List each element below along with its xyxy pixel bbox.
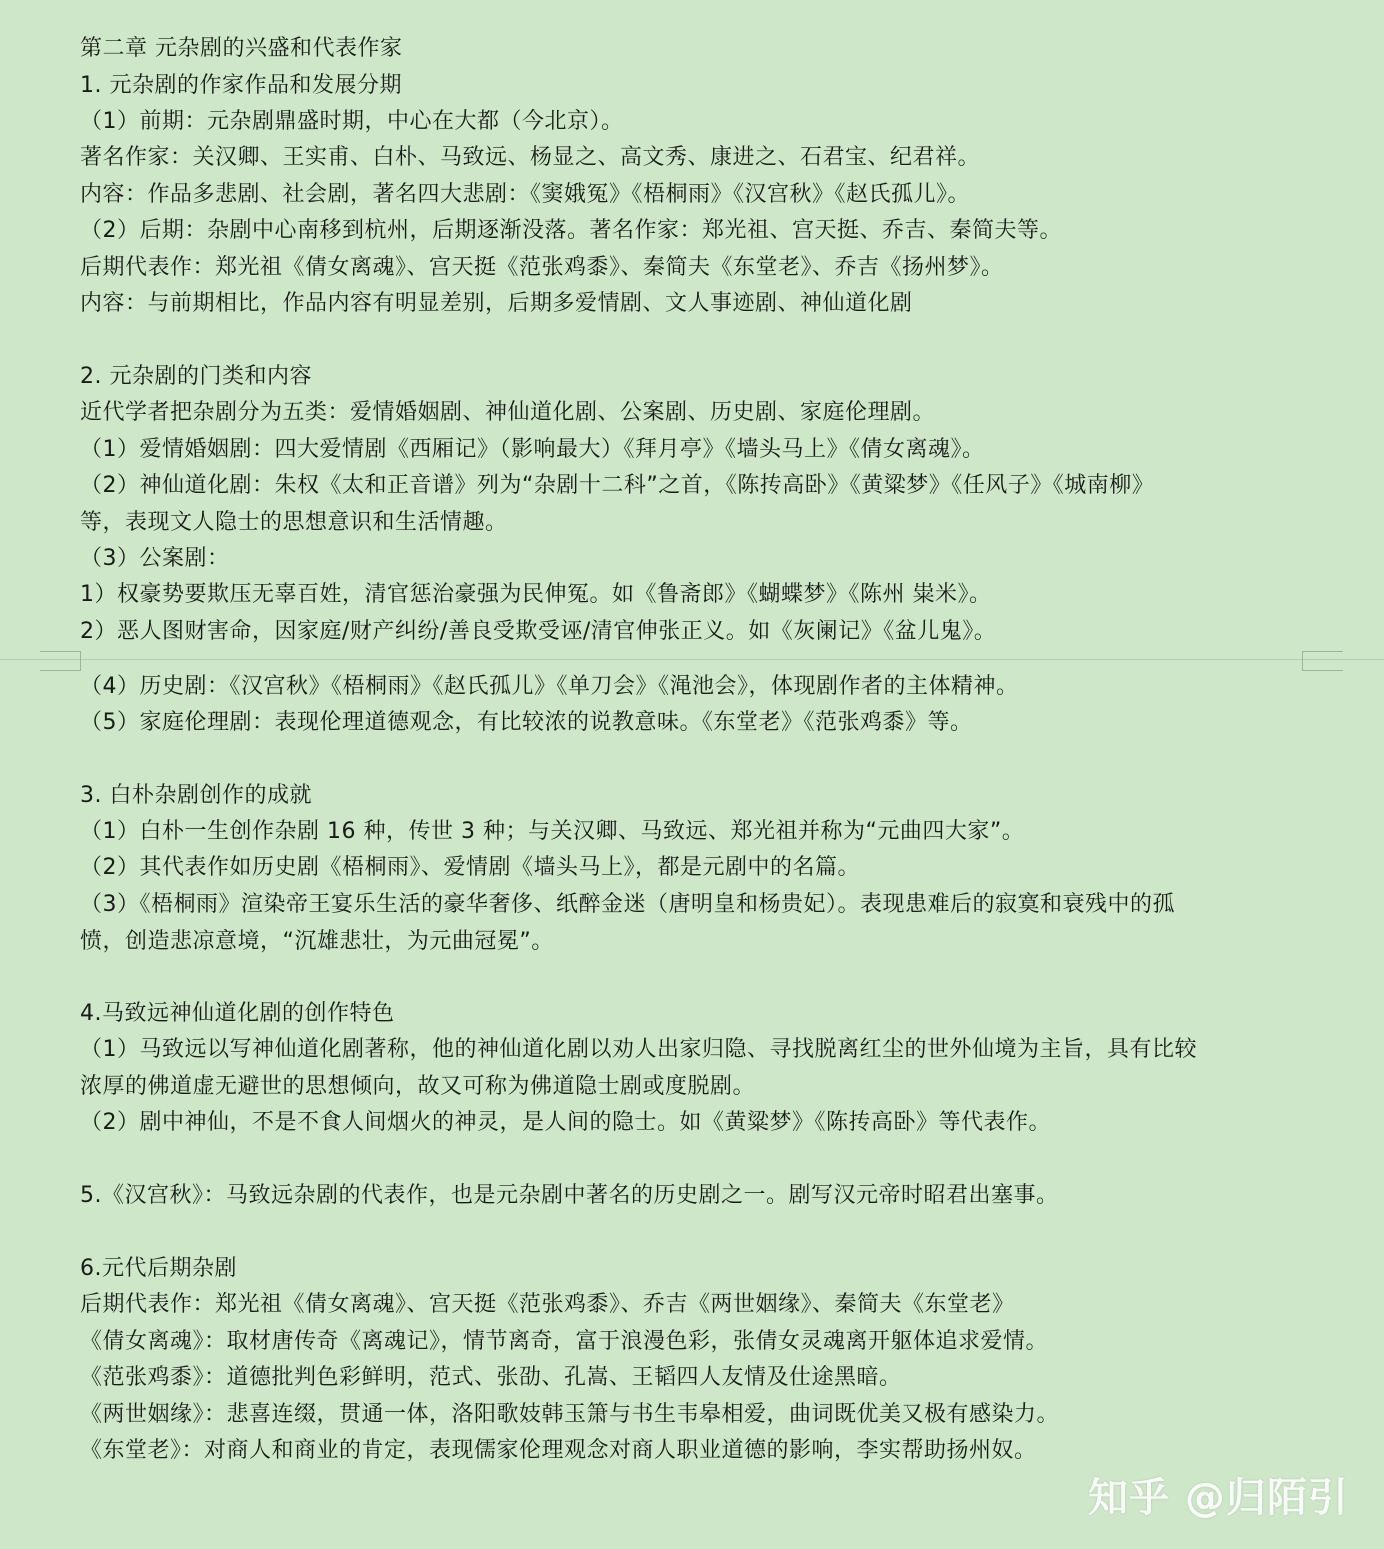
- text-line: 近代学者把杂剧分为五类：爱情婚姻剧、神仙道化剧、公案剧、历史剧、家庭伦理剧。: [80, 400, 936, 425]
- text-line: 《范张鸡黍》：道德批判色彩鲜明，范式、张劭、孔嵩、王韬四人友情及仕途黑暗。: [80, 1365, 902, 1390]
- chapter-title: 第二章 元杂剧的兴盛和代表作家: [80, 36, 403, 61]
- section-heading-4: 4.马致远神仙道化剧的创作特色: [80, 1001, 395, 1026]
- text-line: （2）剧中神仙，不是不食人间烟火的神灵，是人间的隐士。如《黄粱梦》《陈抟高卧》等代表作。: [80, 1110, 1052, 1135]
- page-break-divider: [0, 659, 1384, 660]
- text-line: （2）神仙道化剧：朱权《太和正音谱》列为“杂剧十二科”之首，《陈抟高卧》《黄粱梦》《任风子》《城南柳》: [80, 473, 1155, 498]
- text-line: 《东堂老》：对商人和商业的肯定，表现儒家伦理观念对商人职业道德的影响，李实帮助扬州奴。: [80, 1438, 1037, 1463]
- text-line: 1）权豪势要欺压无辜百姓，清官惩治豪强为民伸冤。如《鲁斋郎》《蝴蝶梦》《陈州 粜米》。: [80, 582, 992, 607]
- section-heading-3: 3. 白朴杂剧创作的成就: [80, 783, 312, 808]
- text-line: 后期代表作：郑光祖《倩女离魂》、宫天挺《范张鸡黍》、秦简夫《东堂老》、乔吉《扬州梦》。: [80, 255, 1004, 280]
- zhihu-watermark: 知乎 @归陌引: [1088, 1475, 1349, 1521]
- text-line: （4）历史剧：《汉宫秋》《梧桐雨》《赵氏孤儿》《单刀会》《渑池会》，体现剧作者的主体精神。: [80, 674, 1019, 699]
- text-line: 2）恶人图财害命，因家庭/财产纠纷/善良受欺受诬/清官伸张正义。如《灰阑记》《盆儿鬼》。: [80, 619, 997, 644]
- text-line: （2）后期：杂剧中心南移到杭州，后期逐渐没落。著名作家：郑光祖、宫天挺、乔吉、秦简夫等。: [80, 218, 1063, 243]
- text-line: 著名作家：关汉卿、王实甫、白朴、马致远、杨显之、高文秀、康进之、石君宝、纪君祥。: [80, 145, 981, 170]
- section-heading-6: 6.元代后期杂剧: [80, 1256, 237, 1281]
- text-line: 内容：与前期相比，作品内容有明显差别，后期多爱情剧、文人事迹剧、神仙道化剧: [80, 291, 913, 316]
- text-line: 《倩女离魂》：取材唐传奇《离魂记》，情节离奇，富于浪漫色彩，张倩女灵魂离开躯体追求爱情。: [80, 1329, 1049, 1354]
- text-line: 后期代表作：郑光祖《倩女离魂》、宫天挺《范张鸡黍》、乔吉《两世姻缘》、秦简夫《东堂老》: [80, 1292, 1015, 1317]
- section-heading-5: 5.《汉宫秋》：马致远杂剧的代表作，也是元杂剧中著名的历史剧之一。剧写汉元帝时昭君出塞事。: [80, 1183, 1059, 1208]
- text-line: 等，表现文人隐士的思想意识和生活情趣。: [80, 510, 508, 535]
- text-line: 《两世姻缘》：悲喜连缀，贯通一体，洛阳歌妓韩玉箫与书生韦皋相爱，曲词既优美又极有感染力。: [80, 1402, 1060, 1427]
- section-heading-2: 2. 元杂剧的门类和内容: [80, 364, 312, 389]
- text-line: 内容：作品多悲剧、社会剧，著名四大悲剧：《窦娥冤》《梧桐雨》《汉宫秋》《赵氏孤儿》。: [80, 182, 971, 207]
- text-line: （1）爱情婚姻剧：四大爱情剧《西厢记》（影响最大）《拜月亭》《墙头马上》《倩女离魂》。: [80, 437, 985, 462]
- text-line: （3）公案剧：: [80, 546, 230, 571]
- text-line: 浓厚的佛道虚无避世的思想倾向，故又可称为佛道隐士剧或度脱剧。: [80, 1074, 756, 1099]
- section-heading-1: 1. 元杂剧的作家作品和发展分期: [80, 73, 402, 98]
- page-corner-mark-left: [40, 651, 81, 671]
- text-line: （5）家庭伦理剧：表现伦理道德观念，有比较浓的说教意味。《东堂老》《范张鸡黍》等。: [80, 710, 973, 735]
- text-line: （1）马致远以写神仙道化剧著称，他的神仙道化剧以劝人出家归隐、寻找脱离红尘的世外仙境为主旨，具有比较: [80, 1037, 1198, 1062]
- text-line: （1）前期：元杂剧鼎盛时期，中心在大都（今北京）。: [80, 109, 624, 134]
- text-line: （2）其代表作如历史剧《梧桐雨》、爱情剧《墙头马上》，都是元剧中的名篇。: [80, 855, 860, 880]
- page-corner-mark-right: [1302, 651, 1343, 671]
- text-line: （1）白朴一生创作杂剧 16 种，传世 3 种；与关汉卿、马致远、郑光祖并称为“元曲四大家”。: [80, 819, 1025, 844]
- text-line: 愤，创造悲凉意境，“沉雄悲壮，为元曲冠冕”。: [80, 929, 554, 954]
- text-line: （3）《梧桐雨》渲染帝王宴乐生活的豪华奢侈、纸醉金迷（唐明皇和杨贵妃）。表现患难后的寂寞和衰残中的孤: [80, 892, 1176, 917]
